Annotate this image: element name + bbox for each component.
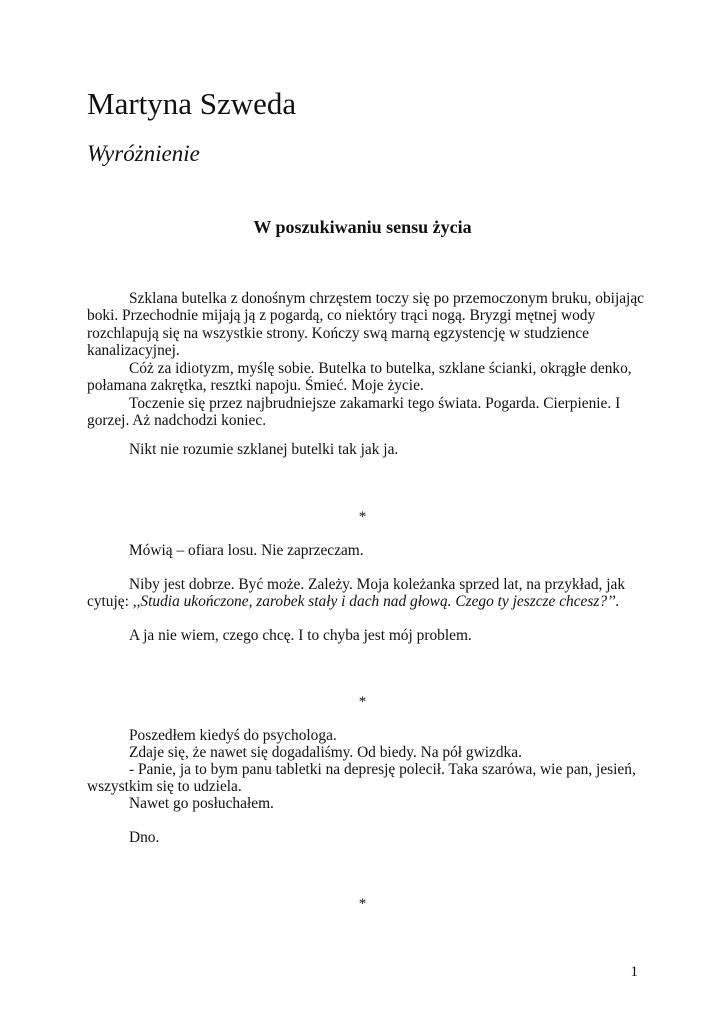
paragraph: Poszedłem kiedyś do psychologa. xyxy=(129,727,337,744)
paragraph: - Panie, ja to bym panu tabletki na depresję polecił. Taka szarówa, wie pan, jesień, wszystkim się to udziela. xyxy=(87,761,636,796)
paragraph: Toczenie się przez najbrudniejsze zakamarki tego świata. Pogarda. Cierpienie. I gorzej. Aż nadchodzi koniec. xyxy=(87,395,621,430)
story-title: W poszukiwaniu sensu życia xyxy=(253,217,472,237)
quote-text: ,,Studia ukończone, zarobek stały i dach nad głową. Czego ty jeszcze chcesz?’’. xyxy=(132,593,620,611)
paragraph: Zdaje się, że nawet się dogadaliśmy. Od biedy. Na pół gwizdka. xyxy=(129,744,522,761)
paragraph: Dno. xyxy=(129,829,160,846)
author-name: Martyna Szweda xyxy=(87,86,297,121)
paragraph xyxy=(87,576,655,611)
paragraph: Mówią – ofiara losu. Nie zaprzeczam. xyxy=(129,542,364,559)
page-number: 1 xyxy=(630,964,638,980)
paragraph: A ja nie wiem, czego chcę. I to chyba jest mój problem. xyxy=(129,627,472,644)
section-separator: * xyxy=(358,694,367,710)
paragraph: Cóż za idiotyzm, myślę sobie. Butelka to butelka, szklane ścianki, okrągłe denko, połamana zakrętka, resztki napoju. Śmieć. Moje życie. xyxy=(87,360,632,395)
award-label: Wyróżnienie xyxy=(87,141,200,166)
section-separator: * xyxy=(358,509,367,525)
section-separator: * xyxy=(358,896,367,912)
paragraph: Nikt nie rozumie szklanej butelki tak jak ja. xyxy=(129,441,399,458)
paragraph: Nawet go posłuchałem. xyxy=(129,795,274,812)
paragraph: Szklana butelka z donośnym chrzęstem toczy się po przemoczonym bruku, obijając boki. Przechodnie mijają ją z pogardą, co niektóry trąci nogą. Bryzgi mętnej wody rozchlapują się na wszystkie strony. Kończy swą marną egzystencję w studzience kanalizacyjnej. xyxy=(87,290,644,360)
paragraph-text: Niby jest dobrze. Być może. Zależy. Moja koleżanka sprzed lat, na przykład, jak cytuję: xyxy=(87,576,626,611)
